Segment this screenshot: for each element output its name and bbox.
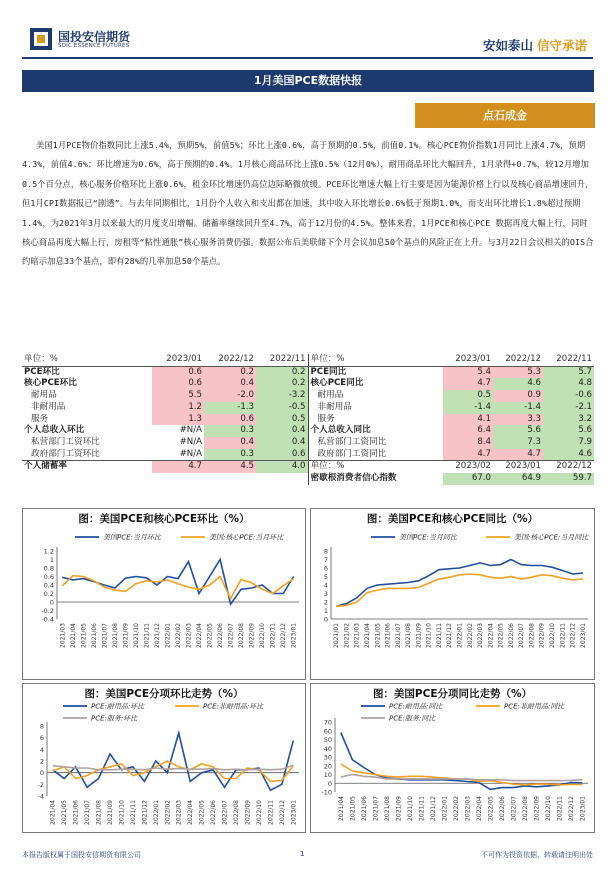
value-cell: 0.4 xyxy=(256,437,308,449)
chart-title: 图：美国PCE和核心PCE同比（%） xyxy=(366,513,539,525)
x-tick-label: 2021/02 xyxy=(343,623,351,648)
value-cell: -2.1 xyxy=(543,402,594,414)
y-tick-label: 0 xyxy=(39,769,44,778)
x-tick-label: 2021/03 xyxy=(353,623,361,648)
x-tick-label: 2022/05 xyxy=(198,800,206,825)
x-tick-label: 2022/07 xyxy=(510,796,518,821)
table-row xyxy=(22,449,594,461)
x-tick-label: 2022/06 xyxy=(507,623,515,648)
y-tick-label: 0.2 xyxy=(43,590,54,598)
legend-label-0: PCE:耐用品:环比 xyxy=(91,702,145,711)
table-header-cell: 单位：% xyxy=(22,354,152,366)
value-cell: 5.6 xyxy=(493,425,543,437)
series-line-0 xyxy=(336,560,583,607)
x-tick-label: 2021/10 xyxy=(132,623,140,648)
row-label: 核心PCE环比 xyxy=(24,378,77,389)
x-tick-label: 2022/11 xyxy=(269,623,277,648)
table-row xyxy=(22,437,594,449)
y-tick-label: 7 xyxy=(323,556,328,564)
y-tick-label: 60 xyxy=(323,727,332,736)
y-tick-label: 0 xyxy=(49,598,54,607)
value-cell: -1.4 xyxy=(443,402,493,414)
value-cell: 4.7 xyxy=(443,378,493,390)
table-row xyxy=(22,461,594,473)
x-tick-label: 2022/08 xyxy=(233,800,240,825)
x-tick-label: 2021/08 xyxy=(111,623,119,648)
value-cell: 0.4 xyxy=(204,437,256,449)
value-cell: -3.2 xyxy=(256,390,308,402)
y-tick-label: 0.4 xyxy=(43,581,54,590)
legend-label-0: 美国PCE:当月环比 xyxy=(103,533,161,542)
x-tick-label: 2021/08 xyxy=(405,623,413,648)
table-header-cell: 2023/01 xyxy=(152,354,204,366)
x-tick-label: 2021/04 xyxy=(363,623,371,648)
x-tick-label: 2021/12 xyxy=(429,796,437,821)
y-tick-label: -0.2 xyxy=(41,607,54,615)
series-line-2 xyxy=(53,765,294,770)
x-tick-label: 2021/11 xyxy=(418,796,426,821)
legend-label-2: PCE:服务:环比 xyxy=(91,714,138,723)
x-tick-label: 2021/05 xyxy=(61,800,69,825)
x-tick-label: 2021/06 xyxy=(384,623,392,648)
x-tick-label: 2021/12 xyxy=(153,623,161,648)
value-cell: 6.4 xyxy=(443,425,493,437)
value-cell: 1.3 xyxy=(152,414,204,426)
table-header-cell: 单位：% xyxy=(308,354,443,366)
x-tick-label: 2022/06 xyxy=(217,623,225,648)
x-tick-label: 2022/12 xyxy=(278,800,286,825)
table-row xyxy=(22,402,594,414)
value-cell: 0.6 xyxy=(256,449,308,461)
value-cell: 0.9 xyxy=(493,390,543,402)
row-label: 政府部门工资环比 xyxy=(31,448,100,459)
row-label: 非耐用品 xyxy=(308,402,443,414)
value-cell: 0.6 xyxy=(152,366,204,378)
x-tick-label: 2022/03 xyxy=(477,623,485,648)
value-cell: 5.6 xyxy=(543,425,594,437)
header-divider xyxy=(22,57,593,59)
x-tick-label: 2022/03 xyxy=(185,623,193,648)
x-tick-label: 2021/04 xyxy=(337,796,345,821)
value-cell: 0.6 xyxy=(204,414,256,426)
x-tick-label: 2021/07 xyxy=(372,796,380,821)
footer-copyright: 本报告版权属于国投安信期货有限公司 xyxy=(22,851,141,859)
x-tick-label: 2021/05 xyxy=(80,623,88,648)
row-label: 耐用品 xyxy=(31,390,57,401)
legend-label-1: PCE:非耐用品:同比 xyxy=(504,702,565,711)
value-cell: 0.3 xyxy=(204,449,256,461)
x-tick-label: 2022/01 xyxy=(152,800,160,825)
x-tick-label: 2021/11 xyxy=(435,623,443,648)
x-tick-label: 2023/01 xyxy=(579,623,587,648)
y-tick-label: 20 xyxy=(323,762,332,771)
x-tick-label: 2021/06 xyxy=(90,623,98,648)
value-cell: 4.6 xyxy=(543,449,594,461)
y-tick-label: 4 xyxy=(323,581,328,590)
table-header-row xyxy=(22,354,594,366)
x-tick-label: 2022/06 xyxy=(498,796,506,821)
value-cell: 0.2 xyxy=(256,366,308,378)
x-tick-label: 2023/01 xyxy=(579,796,587,821)
value-cell: 67.0 xyxy=(443,473,493,485)
x-tick-label: 2022/03 xyxy=(175,800,183,825)
value-cell: 4.1 xyxy=(443,414,493,426)
company-name-en: SDIC ESSENCE FUTURES xyxy=(58,43,130,49)
x-tick-label: 2022/12 xyxy=(280,623,288,648)
x-tick-label: 2022/01 xyxy=(164,623,172,648)
x-tick-label: 2021/08 xyxy=(383,796,391,821)
y-tick-label: 70 xyxy=(323,718,332,727)
x-tick-label: 2021/04 xyxy=(49,800,57,825)
row-label: 服务 xyxy=(308,414,443,426)
x-tick-label: 2022/07 xyxy=(221,800,229,825)
footer-disclaimer: 不可作为投资依据，转载请注明出处 xyxy=(481,851,593,859)
x-tick-label: 2021/06 xyxy=(360,796,368,821)
x-tick-label: 2021/07 xyxy=(101,623,109,648)
value-cell: 5.4 xyxy=(443,366,493,378)
x-tick-label: 2023/01 xyxy=(290,623,298,648)
slogan-part-2: 信守承诺 xyxy=(536,38,587,53)
x-tick-label: 2022/01 xyxy=(456,623,464,648)
x-tick-label: 2021/09 xyxy=(395,796,403,821)
x-tick-label: 2021/04 xyxy=(69,623,77,648)
chart-title: 图：美国PCE和核心PCE环比（%） xyxy=(78,513,250,525)
x-tick-label: 2021/09 xyxy=(122,623,130,648)
value-cell: 59.7 xyxy=(543,473,594,485)
value-cell xyxy=(152,473,204,485)
value-cell: 4.5 xyxy=(204,461,256,473)
value-cell: -1.4 xyxy=(493,402,543,414)
y-tick-label: 5 xyxy=(323,573,328,581)
value-cell: 0.6 xyxy=(152,378,204,390)
x-tick-label: 2022/08 xyxy=(238,623,246,648)
row-label: 私营部门工资同比 xyxy=(308,437,443,449)
chart-pce-yoy xyxy=(310,508,595,680)
row-label: 服务 xyxy=(31,413,49,424)
table-row xyxy=(22,414,594,426)
y-tick-label: 50 xyxy=(323,736,332,744)
value-cell: 5.7 xyxy=(543,366,594,378)
row-label: 个人储蓄率 xyxy=(22,461,152,473)
x-tick-label: 2021/10 xyxy=(118,800,126,825)
value-cell: 4.7 xyxy=(493,449,543,461)
value-cell: -1.3 xyxy=(204,402,256,414)
x-tick-label: 2021/08 xyxy=(95,800,103,825)
company-name-cn: 国投安信期货 xyxy=(58,30,131,44)
x-tick-label: 2022/08 xyxy=(521,796,529,821)
x-tick-label: 2021/05 xyxy=(374,623,382,648)
x-tick-label: 2022/04 xyxy=(475,796,483,821)
value-cell: 5.5 xyxy=(152,390,204,402)
chart-svg xyxy=(311,684,596,834)
legend-label-2: PCE:服务:同比 xyxy=(389,714,436,723)
table-row xyxy=(22,378,594,390)
value-cell: 7.3 xyxy=(493,437,543,449)
x-tick-label: 2022/02 xyxy=(175,623,182,648)
table-row xyxy=(22,425,594,437)
value-cell: #N/A xyxy=(152,449,204,461)
y-tick-label: 8 xyxy=(39,722,44,731)
x-tick-label: 2022/03 xyxy=(464,796,472,821)
value-cell: 3.3 xyxy=(493,414,543,426)
y-tick-label: 30 xyxy=(323,753,332,762)
x-tick-label: 2022/04 xyxy=(487,623,495,648)
x-tick-label: 2022/10 xyxy=(259,623,267,648)
row-label: PCE同比 xyxy=(308,366,443,378)
x-tick-label: 2022/09 xyxy=(538,623,546,648)
value-cell xyxy=(204,473,256,485)
x-tick-label: 2022/07 xyxy=(518,623,526,648)
x-tick-label: 2021/11 xyxy=(129,800,137,825)
value-cell: 5.3 xyxy=(493,366,543,378)
x-tick-label: 2022/12 xyxy=(569,623,577,648)
row-label: 非耐用品 xyxy=(31,401,66,412)
value-cell: #N/A xyxy=(152,437,204,449)
row-label: 个人总收入同比 xyxy=(308,425,443,437)
x-tick-label: 2022/09 xyxy=(248,623,256,648)
chart-svg xyxy=(23,684,307,834)
y-tick-label: 2 xyxy=(39,757,44,766)
y-tick-label: -10 xyxy=(321,788,332,797)
x-tick-label: 2022/11 xyxy=(267,800,275,825)
y-tick-label: 2 xyxy=(323,598,328,607)
chart-pce-components-yoy xyxy=(310,683,595,833)
chart-svg xyxy=(23,509,307,681)
x-tick-label: 2022/04 xyxy=(187,800,195,825)
footer-page-number: 1 xyxy=(300,850,305,858)
y-tick-label: 3 xyxy=(323,590,328,598)
x-tick-label: 2021/01 xyxy=(333,623,341,648)
value-cell: 4.7 xyxy=(152,461,204,473)
chart-pce-mom xyxy=(22,508,306,680)
x-tick-label: 2021/12 xyxy=(446,623,454,648)
row-label: 密歇根消费者信心指数 xyxy=(308,473,443,485)
row-label: 私营部门工资环比 xyxy=(31,436,100,447)
x-tick-label: 2022/05 xyxy=(487,796,495,821)
table-header-cell: 2022/11 xyxy=(543,354,594,366)
x-tick-label: 2021/12 xyxy=(141,800,149,825)
value-cell: 4.0 xyxy=(256,461,308,473)
chart-title: 图：美国PCE分项同比走势（%） xyxy=(372,688,533,700)
x-tick-label: 2021/07 xyxy=(84,800,92,825)
x-tick-label: 2021/09 xyxy=(107,800,114,825)
value-cell: 7.9 xyxy=(543,437,594,449)
x-tick-label: 2021/06 xyxy=(72,800,80,825)
row-label: 政府部门工资同比 xyxy=(308,449,443,461)
value-cell: 0.4 xyxy=(204,378,256,390)
value-cell: 0.5 xyxy=(256,414,308,426)
value-cell xyxy=(256,473,308,485)
value-cell: 3.2 xyxy=(543,414,594,426)
table-header-cell: 2022/12 xyxy=(204,354,256,366)
summary-paragraph: 美国1月PCE物价指数同比上涨5.4%，预期5%，前值5%；环比上涨0.6%，高于预期的0.5%，前值0.1%。核心PCE物价指数1月同比上涨4.7%，预期4.3%，前值4.6%；环比增速为0.6%，高于预期的0.4%。1月核心商品环比上涨0.5%（12月0%），耐用商品环比大幅回升，1月录得+0.7%，较12月增加0.5个百分点，核心服务价格环比上涨0.6%，租金环比增速仍高位边际略微放缓。PCE环比增速大幅上行主要是因为能源价格上行以及核心商品增速回升，但1月CPI数据报已“剧透”。与去年同期相比，1月份个人收入和支出都在加速，其中收入环比增长0.6%低于预期1.0%，而支出环比增长1.8%超过预期1.4%，为2021年3月以来最大的月度支出增幅。储蓄率继续回升至4.7%，高于12月份的4.5%。整体来看，1月PCE和核心PCE 数据再度大幅上行，同时核心商品再度大幅上行，房租等“粘性通胀”核心服务消费仍强。数据公布后美联储下个月会议加息50个基点的风险正在上升。与3月22日会议相关的OIS合约暗示加息33个基点，即有28%的几率加息50个基点。 xyxy=(22,140,594,267)
value-cell: 2023/02 xyxy=(443,461,493,473)
section-tag: 点石成金 xyxy=(415,103,595,128)
y-tick-label: -2 xyxy=(37,780,44,789)
x-tick-label: 2022/09 xyxy=(533,796,541,821)
value-cell: -0.6 xyxy=(543,390,594,402)
x-tick-label: 2022/05 xyxy=(497,623,505,648)
y-tick-label: 10 xyxy=(323,771,332,779)
y-tick-label: -0.4 xyxy=(41,615,54,624)
x-tick-label: 2021/10 xyxy=(406,796,414,821)
row-label: PCE环比 xyxy=(24,366,60,377)
value-cell: 4.6 xyxy=(493,378,543,390)
x-tick-label: 2021/05 xyxy=(349,796,357,821)
slogan-part-1: 安如泰山 xyxy=(482,38,533,53)
x-tick-label: 2022/06 xyxy=(210,800,218,825)
y-tick-label: 1 xyxy=(49,556,54,564)
series-line-1 xyxy=(53,761,294,781)
table-row xyxy=(22,366,594,378)
chart-title: 图：美国PCE分项环比走势（%） xyxy=(84,688,244,700)
chart-svg xyxy=(311,509,596,681)
x-tick-label: 2021/07 xyxy=(394,623,402,648)
value-cell: 4.7 xyxy=(443,449,493,461)
x-tick-label: 2022/11 xyxy=(559,623,567,648)
legend-label-0: 美国PCE:当月同比 xyxy=(399,533,457,542)
value-cell: 64.9 xyxy=(493,473,543,485)
x-tick-label: 2022/10 xyxy=(255,800,263,825)
y-tick-label: 0.8 xyxy=(43,564,54,573)
y-tick-label: 0.6 xyxy=(43,573,54,581)
table-row xyxy=(22,473,594,485)
value-cell: 0.2 xyxy=(204,366,256,378)
x-tick-label: 2022/01 xyxy=(441,796,449,821)
value-cell: 2023/01 xyxy=(493,461,543,473)
value-cell: 0.5 xyxy=(443,390,493,402)
page-header xyxy=(0,0,615,62)
x-tick-label: 2022/04 xyxy=(196,623,204,648)
value-cell: 1.2 xyxy=(152,402,204,414)
y-tick-label: 0 xyxy=(323,615,328,624)
company-slogan xyxy=(483,36,587,54)
x-tick-label: 2022/10 xyxy=(549,623,557,648)
x-tick-label: 2021/09 xyxy=(415,623,423,648)
x-tick-label: 2022/02 xyxy=(164,800,172,825)
chart-pce-components-mom xyxy=(22,683,306,833)
legend-label-0: PCE:耐用品:同比 xyxy=(389,702,443,711)
y-tick-label: 8 xyxy=(323,547,328,556)
value-cell: 4.8 xyxy=(543,378,594,390)
report-title: 1月美国PCE数据快报 xyxy=(22,70,594,92)
y-tick-label: 6 xyxy=(323,564,328,573)
table-header-cell: 2022/12 xyxy=(493,354,543,366)
row-label: 耐用品 xyxy=(308,390,443,402)
x-tick-label: 2021/10 xyxy=(425,623,433,648)
x-tick-label: 2022/07 xyxy=(227,623,235,648)
company-logo-icon xyxy=(30,28,52,50)
x-tick-label: 2022/09 xyxy=(244,800,252,825)
value-cell: 2022/12 xyxy=(543,461,594,473)
x-tick-label: 2022/11 xyxy=(556,796,564,821)
y-tick-label: 1 xyxy=(323,607,328,615)
table-row xyxy=(22,390,594,402)
series-line-1 xyxy=(336,574,583,606)
y-tick-label: 4 xyxy=(39,745,44,754)
pce-data-table xyxy=(22,354,594,485)
x-tick-label: 2021/03 xyxy=(59,623,67,648)
x-tick-label: 2021/11 xyxy=(143,623,151,648)
value-cell: -2.0 xyxy=(204,390,256,402)
row-label: 核心PCE同比 xyxy=(308,378,443,390)
row-label xyxy=(22,473,152,485)
x-tick-label: 2022/02 xyxy=(466,623,474,648)
x-tick-label: 2022/10 xyxy=(544,796,552,821)
y-tick-label: 0 xyxy=(327,779,332,788)
x-tick-label: 2022/08 xyxy=(528,623,536,648)
value-cell: 0.4 xyxy=(256,425,308,437)
series-line-0 xyxy=(53,733,294,790)
y-tick-label: 40 xyxy=(323,744,332,753)
row-label: 单位：% xyxy=(308,461,443,473)
legend-label-1: PCE:非耐用品:环比 xyxy=(203,702,264,711)
y-tick-label: 6 xyxy=(39,734,44,743)
y-tick-label: 1.2 xyxy=(43,547,54,556)
legend-label-1: 美国:核心PCE:当月同比 xyxy=(514,533,589,542)
value-cell: 8.4 xyxy=(443,437,493,449)
x-tick-label: 2022/05 xyxy=(206,623,214,648)
x-tick-label: 2023/01 xyxy=(290,800,298,825)
value-cell: 0.2 xyxy=(256,378,308,390)
table-header-cell: 2023/01 xyxy=(443,354,493,366)
value-cell: #N/A xyxy=(152,425,204,437)
value-cell: -0.5 xyxy=(256,402,308,414)
y-tick-label: -4 xyxy=(37,792,44,801)
x-tick-label: 2022/02 xyxy=(452,796,460,821)
table-header-cell: 2022/11 xyxy=(256,354,308,366)
x-tick-label: 2022/12 xyxy=(567,796,575,821)
row-label: 个人总收入环比 xyxy=(24,425,85,436)
legend-label-1: 美国:核心PCE:当月环比 xyxy=(209,533,284,542)
value-cell: 0.3 xyxy=(204,425,256,437)
